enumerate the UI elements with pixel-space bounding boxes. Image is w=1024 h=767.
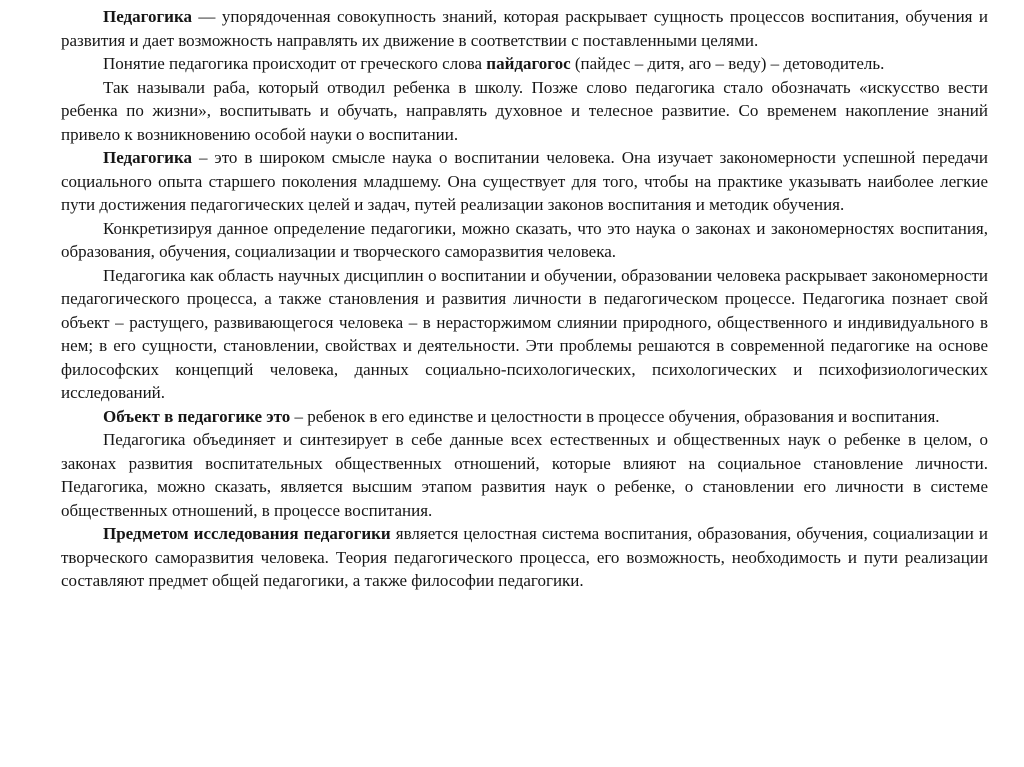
paragraph-text: Педагогика объединяет и синтезирует в себе данные всех естественных и общественных наук о ребенке в целом, о законах развития воспитательных общественных отношений, которые влияют на социальное становление личности. Педагогика, можно сказать, является высшим этапом развития наук о ребенке, о становлении его личности в системе общественных отношений, в процессе воспитания. — [61, 430, 988, 520]
paragraph-subject-of-research — [61, 522, 988, 593]
paragraph-text: – ребенок в его единстве и целостности в процессе обучения, образования и воспитания. — [290, 406, 940, 426]
paragraph-object-of-pedagogy — [61, 405, 988, 429]
paragraph-concretization — [61, 217, 988, 264]
bold-term-subject: Предметом исследования педагогики — [103, 524, 391, 543]
paragraph-text: Так называли раба, который отводил ребенка в школу. Позже слово педагогика стало обозначать «искусство вести ребенка по жизни», воспитывать и обучать, направлять духовное и телесное развитие. Со временем накопление знаний привело к возникновению особой науки о воспитании. — [61, 77, 988, 144]
paragraph-text: Педагогика как область научных дисциплин о воспитании и обучении, образовании человека раскрывает закономерности педагогического процесса, а также становления и развития личности в педагогическом процессе. Педагогика познает свой объект – растущего, развивающегося человека – в нерасторжимом слиянии природного, общественного и индивидуального в нем; в его сущности, становлении, свойствах и деятельности. Эти проблемы решаются в современной педагогике на основе философских концепций человека, данных социально-психологических, психологических и психофизиологических исследований. — [61, 265, 988, 402]
paragraph-text: Конкретизируя данное определение педагогики, можно сказать, что это наука о законах и закономерностях воспитания, образования, обучения, социализации и творческого саморазвития человека. — [61, 218, 988, 261]
paragraph-synthesis-of-sciences — [61, 428, 988, 522]
paragraph-text: Понятие педагогика происходит от греческого слова — [103, 54, 487, 73]
paragraph-text: — упорядоченная совокупность знаний, которая раскрывает сущность процессов воспитания, обучения и развития и дает возможность направлять их движение в соответствии с поставленными целями. — [61, 7, 988, 50]
paragraph-scientific-disciplines — [61, 264, 988, 405]
paragraph-pedagogy-broad-sense — [61, 146, 988, 217]
paragraph-pedagogy-definition — [61, 5, 988, 52]
bold-term-paidagogos: пайдагогос — [486, 54, 571, 73]
bold-term-pedagogika: Педагогика — [103, 7, 192, 26]
bold-term-object: Объект в педагогике это — [103, 406, 291, 426]
paragraph-text: – это в широком смысле наука о воспитании человека. Она изучает закономерности успешной передачи социального опыта старшего поколения младшему. Она существует для того, чтобы на практике указывать наиболее легкие пути достижения педагогических целей и задач, путей реализации законов воспитания и методик обучения. — [61, 148, 988, 214]
paragraph-text: (пайдес – дитя, аго – веду) – детоводитель. — [570, 54, 885, 73]
paragraph-term-origin — [61, 52, 988, 76]
bold-term-pedagogika: Педагогика — [103, 148, 192, 167]
paragraph-history — [61, 76, 988, 147]
paragraph-text: является целостная система воспитания, образования, обучения, социализации и творческого саморазвития человека. Теория педагогического процесса, его возможность, необходимость и пути реализации составляют предмет общей педагогики, а также философии педагогики. — [61, 524, 988, 590]
